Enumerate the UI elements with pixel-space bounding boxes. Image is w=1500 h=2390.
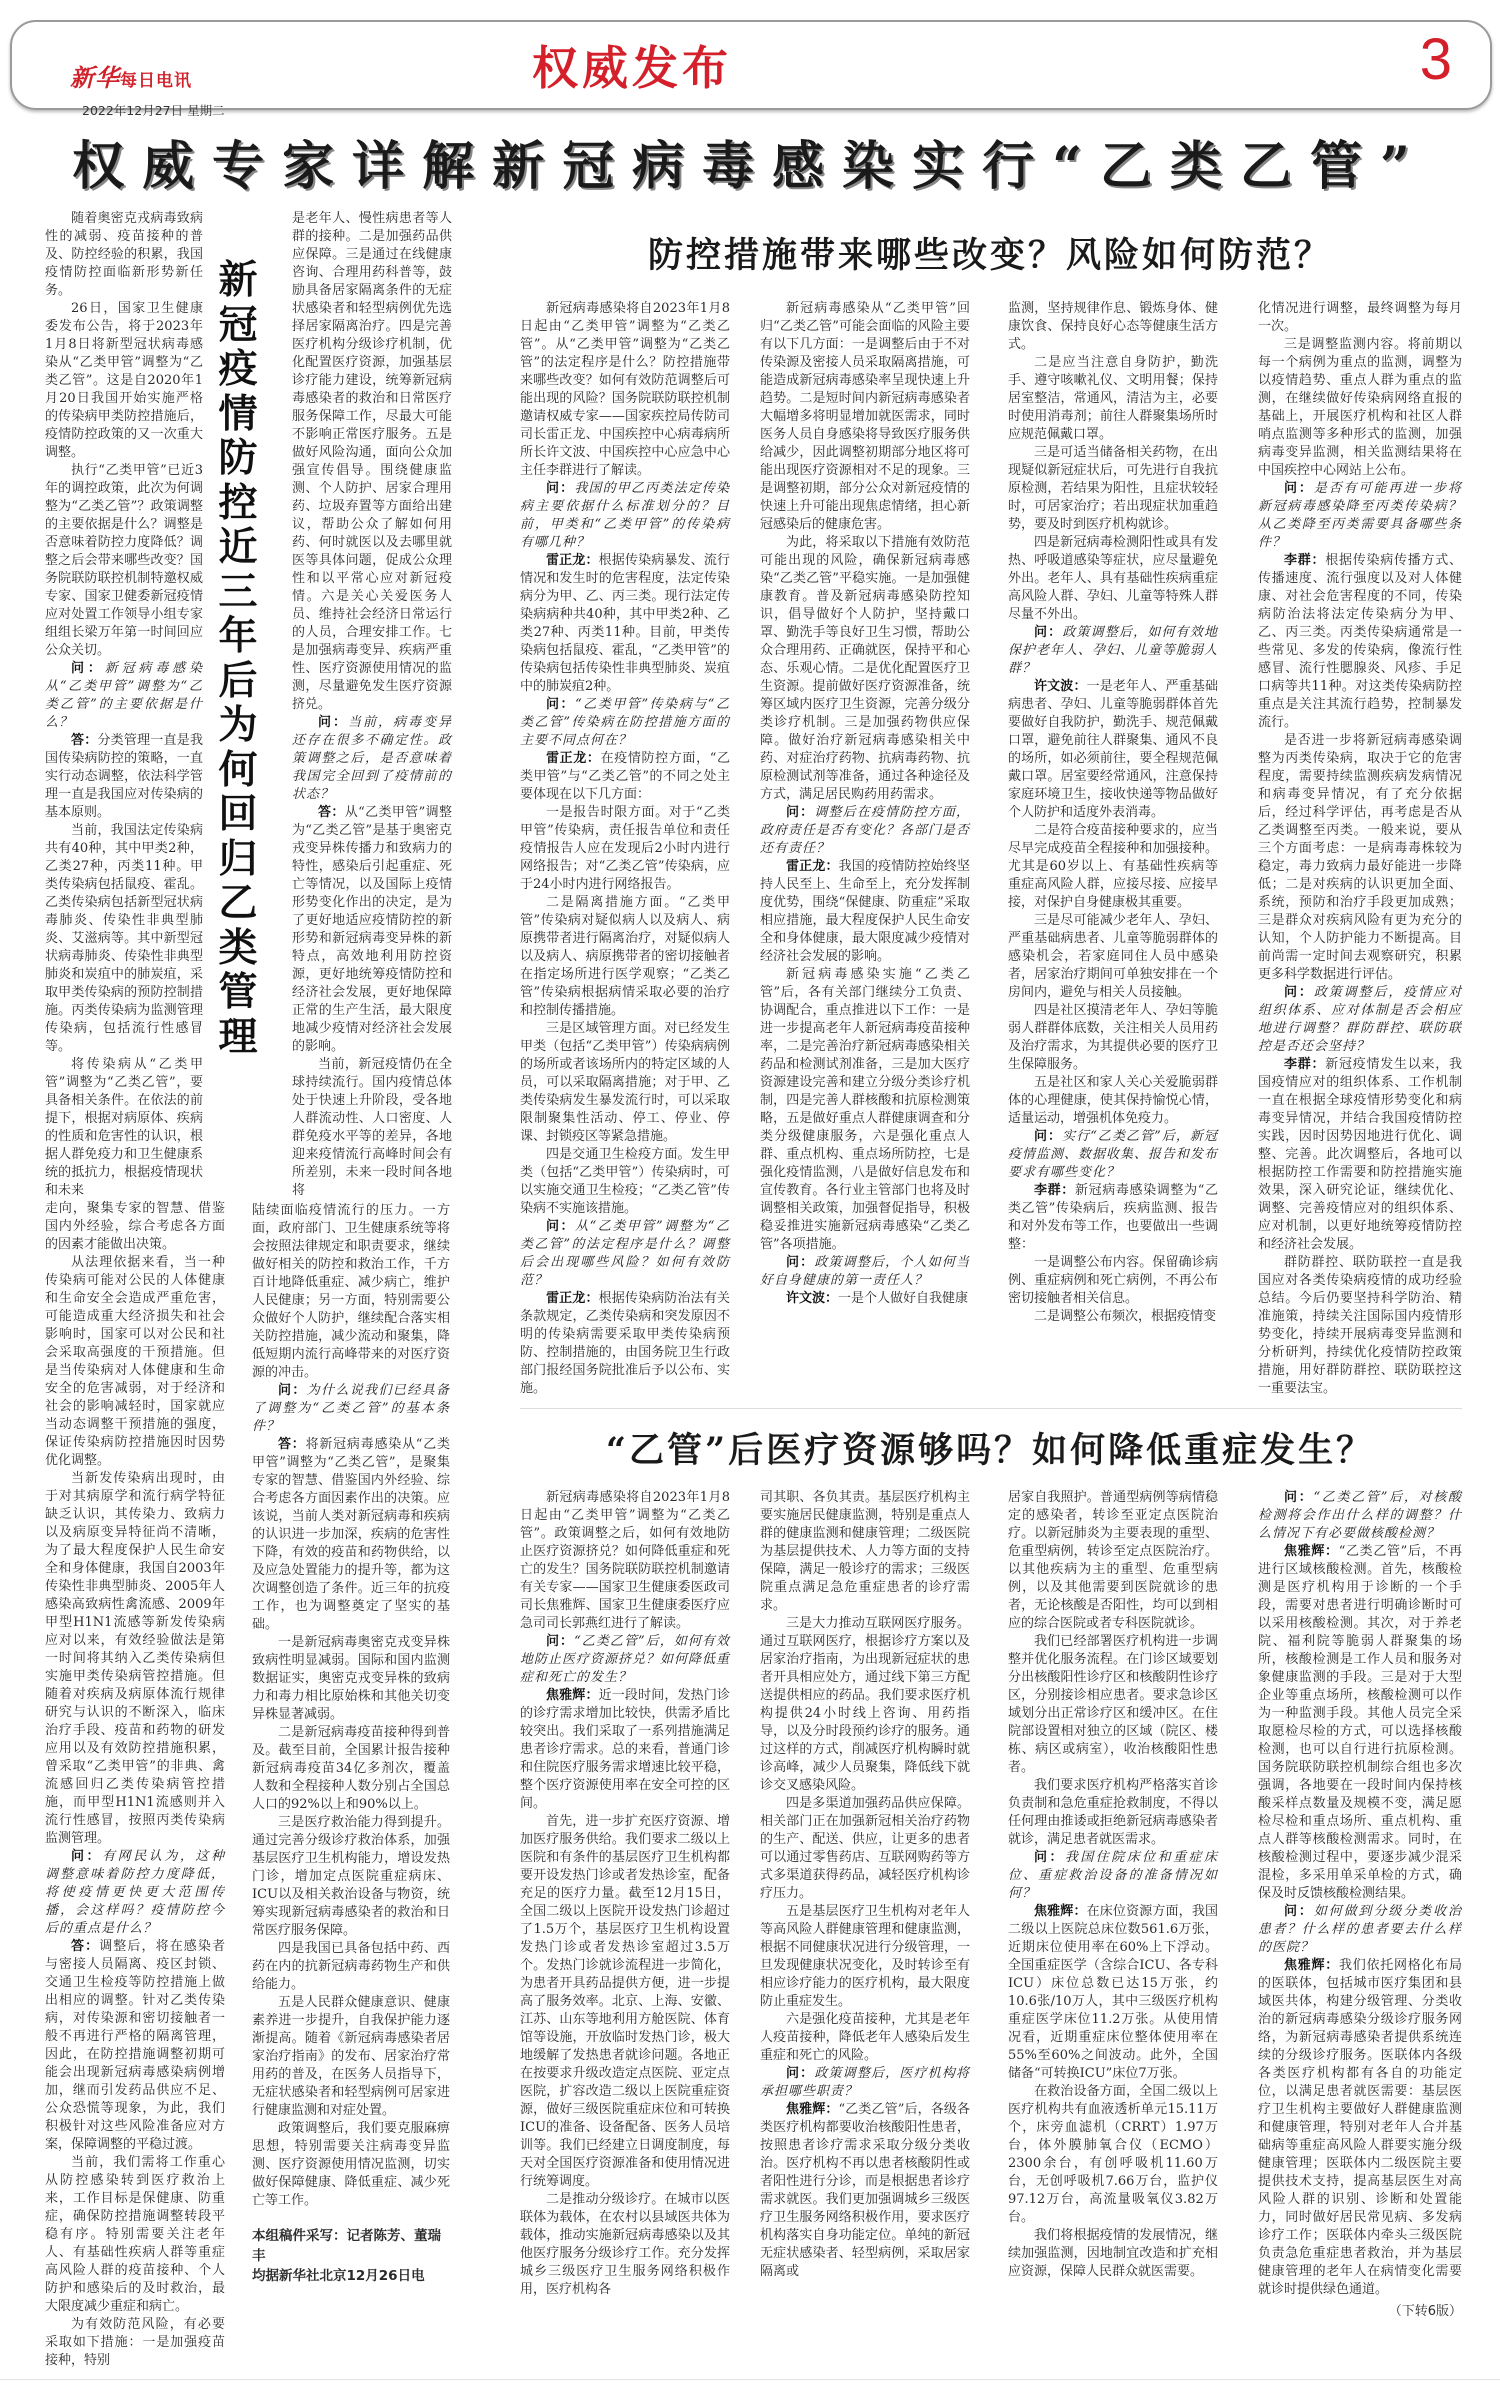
paragraph-text: 四是新冠病毒检测阳性或具有发热、呼吸道感染等症状，应尽量避免外出。老年人、具有基础性疾病重症高风险人群、孕妇、儿童等特殊人群尽量不外出。 xyxy=(1008,535,1218,622)
speaker-label: 雷正龙： xyxy=(546,553,599,568)
body-paragraph xyxy=(760,966,970,1254)
paragraph-text: 有网民认为，这种调整意味着防控力度降低，将使疫情更快更大范围传播，会这样吗？疫情防控今后的重点是什么？ xyxy=(45,1849,225,1936)
body-paragraph xyxy=(1008,444,1218,534)
paragraph-text: 一是报告时限方面。对于“乙类甲管”传染病，责任报告单位和责任疫情报告人应在发现后2小时内进行网络报告；对“乙类乙管”传染病，应于24小时内进行网络报告。 xyxy=(520,805,730,892)
body-paragraph xyxy=(520,1489,730,1633)
paragraph-text: 三是大力推动互联网医疗服务。通过互联网医疗，根据诊疗方案以及居家治疗指南，为出现新冠症状的患者开具相应处方，通过线下第三方配送提供相应的药品。我们要求医疗机构提供24小时线上咨询、用药指导，以及分时段预约诊疗的服务。通过这样的方式，削减医疗机构瞬时就诊高峰，减少人员聚集，降低线下就诊交叉感染风险。 xyxy=(760,1616,970,1793)
paragraph-text: 群防群控、联防联控一直是我国应对各类传染病疫情的成功经验总结。今后仍要坚持科学防治、精准施策，持续关注国际国内疫情形势变化，持续开展病毒变异监测和分析研判，持续优化疫情防控政策措施，用好群防群控、联防联控这一重要法宝。 xyxy=(1258,1255,1462,1396)
article3-column-4-wrap xyxy=(1258,1489,1462,2321)
paragraph-text: 我们已经部署医疗机构进一步调整并优化服务流程。在门诊区域要划分出核酸阳性诊疗区和核酸阴性诊疗区，分别接诊相应患者。要求急诊区域划分出正常诊疗区和缓冲区。在住院部设置相对独立的区域（院区、楼栋、病区或病室），收治核酸阳性患者。 xyxy=(1008,1634,1218,1775)
speaker-label: 李群： xyxy=(1284,553,1326,568)
speaker-label: 答： xyxy=(71,733,98,748)
page-number: 3 xyxy=(1419,27,1452,92)
paragraph-text: 26日，国家卫生健康委发布公告，将于2023年1月8日将新型冠状病毒感染从“乙类甲管”调整为“乙类乙管”。这是自2020年1月20日我国开始实施严格的传染病甲类防控措施后，疫情防控政策的又一次重大调整。 xyxy=(45,301,203,460)
paragraph-text: 司其职、各负其责。基层医疗机构主要实施居民健康监测，特别是重点人群的健康监测和健康管理；二级医院为基层提供技术、人力等方面的支持保障，满足一般诊疗的需求；三级医院重点满足急危重症患者的诊疗需求。 xyxy=(760,1490,970,1613)
body-paragraph xyxy=(760,1795,970,1903)
paragraph-text: 我们依托网格化布局的医联体，包括城市医疗集团和县域医共体，构建分级管理、分类收治的新冠病毒感染分级诊疗服务网络，为新冠病毒感染者提供系统连续的分级诊疗服务。医联体内各级各类医疗机构都有各自的功能定位，以满足患者就医需要：基层医疗卫生机构主要做好人群健康监测和健康管理，特别对老年人合并基础病等重症高风险人群要实施分级健康管理；医联体内二级医院主要提供技术支持，提高基层医生对高风险人群的识别、诊断和处置能力，同时做好居民常见病、多发病诊疗工作；医联体内牵头三级医院负责急危重症患者救治，并为基层健康管理的老年人在病情变化需要就诊时提供绿色通道。 xyxy=(1258,1958,1462,2297)
paragraph-text: 政策调整后，个人如何当好自身健康的第一责任人？ xyxy=(760,1255,970,1288)
question-label: 问： xyxy=(278,1383,307,1398)
body-paragraph xyxy=(45,462,203,660)
body-paragraph xyxy=(292,210,452,714)
question-paragraph xyxy=(520,696,730,750)
paragraph-text: 是否有可能再进一步将新冠病毒感染降至丙类传染病？从乙类降至丙类需要具备哪些条件？ xyxy=(1258,481,1462,550)
paragraph-text: 二是符合疫苗接种要求的，应当尽早完成疫苗全程接种和加强接种。尤其是60岁以上、有基础性疾病等重症高风险人群，应接尽接、应接早接，对保护自身健康极其重要。 xyxy=(1008,823,1218,910)
question-label: 问： xyxy=(1284,481,1314,496)
paragraph-text: 政策调整后，疫情应对组织体系、应对体制是否会相应地进行调整？群防群控、联防联控是否还会坚持？ xyxy=(1258,985,1462,1054)
paragraph-text: 政策调整后，医疗机构将承担哪些职责？ xyxy=(760,2066,970,2099)
article3-column-2 xyxy=(760,1489,970,2281)
paragraph-text: 新冠病毒感染将自2023年1月8日起由“乙类甲管”调整为“乙类乙管”。从“乙类甲管”调整为“乙类乙管”的法定程序是什么？防控措施带来哪些改变？如何有效防范调整后可能出现的风险？国务院联防联控机制邀请权威专家——国家疾控局传防司司长雷正龙、中国疾控中心病毒病所所长许文波、中国疾控中心应急中心主任李群进行了解读。 xyxy=(520,301,730,478)
question-label: 问： xyxy=(1034,1850,1065,1865)
question-paragraph xyxy=(760,1254,970,1290)
answer-paragraph xyxy=(1008,1182,1218,1254)
question-paragraph xyxy=(1258,480,1462,552)
body-paragraph xyxy=(520,1020,730,1146)
paragraph-text: 根据传染病防治法有关条款规定，乙类传染病和突发原因不明的传染病需要采取甲类传染病预防、控制措施的，由国务院卫生行政部门报经国务院批准后予以公布、实施。 xyxy=(520,1291,730,1396)
paragraph-text: 走向，聚集专家的智慧、借鉴国内外经验，综合考虑各方面的因素才能做出决策。 xyxy=(45,1201,225,1252)
speaker-label: 焦雅辉： xyxy=(1284,1544,1339,1559)
answer-paragraph xyxy=(1258,1957,1462,2299)
paragraph-text: 为有效防范风险，有必要采取如下措施：一是加强疫苗接种，特别 xyxy=(45,2317,225,2368)
paragraph-text: 居家自我照护。普通型病例等病情稳定的感染者，转诊至亚定点医院治疗。以新冠肺炎为主要表现的重型、危重型病例，转诊至定点医院治疗。以其他疾病为主的重型、危重型病例，以及其他需要到医院就诊的患者，无论核酸是否阳性，均可以到相应的综合医院或者专科医院就诊。 xyxy=(1008,1490,1218,1631)
body-paragraph xyxy=(1008,1308,1218,1326)
answer-paragraph xyxy=(520,1687,730,1813)
speaker-label: 焦雅辉： xyxy=(546,1688,599,1703)
paragraph-text: 三是可适当储备相关药物，在出现疑似新冠症状后，可先进行自我抗原检测，若结果为阳性，且症状较轻时，可居家治疗；若出现症状加重趋势，要及时到医疗机构就诊。 xyxy=(1008,445,1218,532)
body-paragraph xyxy=(252,2120,450,2210)
paragraph-text: 根据传染病传播方式、传播速度、流行强度以及对人体健康、对社会危害程度的不同，传染病防治法将法定传染病分为甲、乙、丙三类。丙类传染病通常是一些常见、多发的传染病，像流行性感冒、流行性腮腺炎、风疹、手足口病等共11种。对这类传染病防控重点是关注其流行趋势，控制暴发流行。 xyxy=(1258,553,1462,730)
paragraph-text: 为此，将采取以下措施有效防范可能出现的风险，确保新冠病毒感染“乙类乙管”平稳实施。一是加强健康教育。普及新冠病毒感染防控知识，倡导做好个人防护，坚持戴口罩、勤洗手等良好卫生习惯，帮助公众合理用药、正确就医，保持平和心态、乐观心情。二是优化配置医疗卫生资源。提前做好医疗资源准备，统筹区域内医疗卫生资源，完善分级分类诊疗机制。三是加强药物供应保障。做好治疗新冠病毒感染相关中药、对症治疗药物、抗病毒药物、抗原检测试剂等准备，通过各种途径及方式，满足居民购药用药需求。 xyxy=(760,535,970,802)
body-paragraph xyxy=(1008,1777,1218,1849)
question-label: 问： xyxy=(1034,625,1063,640)
body-paragraph xyxy=(760,1615,970,1795)
credit-line-1: 本组稿件采写：记者陈芳、董瑞丰 xyxy=(252,2228,441,2264)
paragraph-text: 二是调整公布频次，根据疫情变 xyxy=(1034,1309,1217,1324)
answer-paragraph xyxy=(292,804,452,1056)
paragraph-text: 实行“乙类乙管”后，新冠疫情监测、数据收集、报告和发布要求有哪些变化？ xyxy=(1008,1129,1219,1180)
paragraph-text: 为什么说我们已经具备了调整为“乙类乙管”的基本条件？ xyxy=(252,1383,450,1434)
answer-paragraph xyxy=(760,2101,970,2281)
question-paragraph xyxy=(760,2065,970,2101)
paragraph-text: 政策调整后，我们要克服麻痹思想，特别需要关注病毒变异监测、医疗资源使用情况监测，切实做好保障健康、降低重症、减少死亡等工作。 xyxy=(252,2121,450,2208)
body-paragraph xyxy=(45,822,203,1056)
body-paragraph xyxy=(1258,732,1462,984)
answer-paragraph xyxy=(252,1436,450,1634)
paragraph-text: 四是多渠道加强药品供应保障。相关部门正在加强新冠相关治疗药物的生产、配送、供应，让更多的患者可以通过零售药店、互联网购药等方式多渠道获得药品，减轻医疗机构诊疗压力。 xyxy=(760,1796,970,1901)
article3-headline: “乙管”后医疗资源够吗？如何降低重症发生？ xyxy=(605,1430,1375,1471)
paragraph-text: 是老年人、慢性病患者等人群的接种。二是加强药品供应保障。三是通过在线健康咨询、合理用药科普等，鼓励具备居家隔离条件的无症状感染者和轻型病例优先选择居家隔离治疗。四是完善医疗机构分级诊疗机制，优化配置医疗资源，加强基层诊疗能力建设，统筹新冠病毒感染者的救治和日常医疗服务保障工作，尽最大可能不影响正常医疗服务。五是做好风险沟通，面向公众加强宣传倡导。围绕健康监测、个人防护、居家合理用药、垃圾弃置等方面给出建议，帮助公众了解如何用药、何时就医以及去哪里就医等具体问题，促成公众理性和以平常心应对新冠疫情。六是关心关爱医务人员、维持社会经济日常运行的人员，合理安排工作。七是加强病毒变异、疾病严重性、医疗资源使用情况的监测，尽量避免发生医疗资源挤兑。 xyxy=(292,211,452,712)
question-label: 问： xyxy=(71,1849,103,1864)
article2-column-1 xyxy=(520,300,730,1398)
article1-column-1b xyxy=(45,1200,225,2370)
continued-on-page[interactable]: （下转6版） xyxy=(1388,2304,1462,2319)
body-paragraph xyxy=(760,534,970,804)
body-paragraph xyxy=(292,1056,452,1200)
paragraph-text: “乙类甲管”传染病与“乙类乙管”传染病在防控措施方面的主要不同点何在？ xyxy=(520,697,730,748)
paragraph-text: 四是交通卫生检疫方面。发生甲类（包括“乙类甲管”）传染病时，可以实施交通卫生检疫；“乙类乙管”传染病不实施该措施。 xyxy=(520,1147,730,1216)
question-label: 问： xyxy=(318,715,348,730)
question-paragraph xyxy=(1008,1128,1218,1182)
paragraph-text: 五是人民群众健康意识、健康素养进一步提升，自我保护能力逐渐提高。随着《新冠病毒感染者居家治疗指南》的发布、居家治疗常用药的普及，在医务人员指导下，无症状感染者和轻型病例可居家进行健康监测和对症处置。 xyxy=(252,1995,450,2118)
answer-paragraph xyxy=(1258,552,1462,732)
paragraph-text: 将传染病从“乙类甲管”调整为“乙类乙管”，要具备相关条件。在依法的前提下，根据对病原体、疾病的性质和危害性的认识，根据人群免疫力和卫生健康系统的抵抗力，根据疫情现状和未来 xyxy=(45,1057,203,1198)
question-label: 问： xyxy=(786,2066,815,2081)
answer-paragraph xyxy=(760,858,970,966)
paragraph-text: 调整后，将在感染者与密接人员隔离、疫区封锁、交通卫生检疫等防控措施上做出相应的调整。针对乙类传染病，对传染源和密切接触者一般不再进行严格的隔离管理，因此，在防控措施调整初期可能会出现新冠病毒感染病例增加，继而引发药品供应不足、公众恐慌等现象，为此，我们积极针对这些风险准备应对方案，保障调整的平稳过渡。 xyxy=(45,1939,225,2152)
question-label: 问： xyxy=(71,661,105,676)
paragraph-text: 调整后在疫情防控方面，政府责任是否有变化？各部门是否还有责任？ xyxy=(760,805,971,856)
paragraph-text: 二是推动分级诊疗。在城市以医联体为载体，在农村以县域医共体为载体，推动实施新冠病毒感染以及其他医疗服务分级诊疗工作。充分发挥城乡三级医疗卫生服务网络积极作用，医疗机构各 xyxy=(520,2192,730,2297)
paragraph-text: 我国住院床位和重症床位、重症救治设备的准备情况如何？ xyxy=(1008,1850,1218,1901)
answer-paragraph xyxy=(1258,1056,1462,1254)
speaker-label: 答： xyxy=(71,1939,100,1954)
question-paragraph xyxy=(1008,1849,1218,1903)
speaker-label: 焦雅辉： xyxy=(1284,1958,1339,1973)
paragraph-text: 当前，病毒变异还存在很多不确定性。政策调整之后，是否意味着我国完全回到了疫情前的状态？ xyxy=(292,715,452,802)
body-paragraph xyxy=(520,1146,730,1218)
article1-column-1a xyxy=(45,210,203,1200)
paragraph-text: 我们要求医疗机构严格落实首诊负责制和急危重症抢救制度，不得以任何理由推诿或拒绝新冠病毒感染者就诊，满足患者就医需求。 xyxy=(1008,1778,1218,1847)
body-paragraph xyxy=(45,1200,225,1254)
answer-paragraph xyxy=(1258,1543,1462,1903)
paragraph-text: 三是尽可能减少老年人、孕妇、严重基础病患者、儿童等脆弱群体的感染机会，若家庭同住人员中感染者，居家治疗期间可单独安排在一个房间内，避免与相关人员接触。 xyxy=(1008,913,1218,1000)
body-paragraph xyxy=(520,2191,730,2299)
body-paragraph xyxy=(45,2154,225,2316)
byline-credit xyxy=(252,2226,452,2286)
speaker-label: 焦雅辉： xyxy=(786,2102,839,2117)
article2-columns xyxy=(520,300,1462,1398)
paragraph-text: 二是隔离措施方面。“乙类甲管”传染病对疑似病人以及病人、病原携带者进行隔离治疗，对疑似病人以及病人、病原携带者的密切接触者在指定场所进行医学观察；“乙类乙管”传染病根据病情采取必要的治疗和控制传播措施。 xyxy=(520,895,730,1018)
speaker-label: 答： xyxy=(278,1437,306,1452)
paragraph-text: 一是个人做好自我健康 xyxy=(838,1291,969,1306)
body-paragraph xyxy=(1008,1254,1218,1308)
paragraph-text: 五是社区和家人关心关爱脆弱群体的心理健康，使其保持愉悦心情，适量运动，增强机体免疫力。 xyxy=(1008,1075,1218,1126)
article1-stack-2 xyxy=(252,210,452,2286)
question-label: 问： xyxy=(546,697,576,712)
question-paragraph xyxy=(1258,1903,1462,1957)
body-paragraph xyxy=(252,1634,450,1724)
body-paragraph xyxy=(252,1724,450,1814)
paragraph-text: 首先，进一步扩充医疗资源、增加医疗服务供给。我们要求二级以上医院和有条件的基层医疗卫生机构都要开设发热门诊或者发热诊室，配备充足的医疗力量。截至12月15日，全国二级以上医院开设发热门诊超过了1.5万个，基层医疗卫生机构设置发热门诊或者发热诊室超过3.5万个。发热门诊就诊流程进一步简化，为患者开具药品提供方便，进一步提高了服务效率。北京、上海、安徽、江苏、山东等地利用方舱医院、体育馆等设施，开放临时发热门诊，极大地缓解了发热患者就诊问题。各地正在按要求升级改造定点医院、亚定点医院，扩容改造二级以上医院重症资源，做好三级医院重症床位和可转换ICU的准备、设备配备、医务人员培训等。我们已经建立日调度制度，每天对全国医疗资源准备和使用情况进行统筹调度。 xyxy=(520,1814,730,2189)
body-paragraph xyxy=(45,1470,225,1848)
body-paragraph xyxy=(45,210,203,300)
body-paragraph xyxy=(520,1813,730,2191)
question-paragraph xyxy=(1258,984,1462,1056)
paragraph-text: 在床位资源方面，我国二级以上医院总床位数561.6万张，近期床位使用率在60%上下浮动。全国重症医学（含综合ICU、各专科ICU）床位总数已达15万张，约10.6张/10万人，其中三级医疗机构重症医学床位11.2万张。从使用情况看，近期重症床位整体使用率在55%至60%之间波动。此外，全国储备“可转换ICU”床位7万张。 xyxy=(1008,1904,1218,2081)
body-paragraph xyxy=(1008,1489,1218,1633)
question-paragraph xyxy=(760,804,970,858)
question-paragraph xyxy=(520,1633,730,1687)
answer-paragraph xyxy=(1008,1903,1218,2083)
article3-column-4 xyxy=(1258,1489,1462,2299)
answer-paragraph xyxy=(45,732,203,822)
body-paragraph xyxy=(1008,300,1218,354)
paragraph-text: 一是老年人、严重基础病患者、孕妇、儿童等脆弱群体首先要做好自我防护，勤洗手、规范佩戴口罩，避免前往人群聚集、通风不良的场所，如必须前往，要全程规范佩戴口罩。居室要经常通风，注意保持家庭环境卫生，接收快递等物品做好个人防护和适度外表消毒。 xyxy=(1008,679,1218,820)
question-label: 问： xyxy=(1284,1490,1314,1505)
paragraph-text: 分类管理一直是我国传染病防控的策略，一直实行动态调整，依法科学管理一直是我国应对传染病的基本原则。 xyxy=(45,733,203,820)
paragraph-text: 三是区域管理方面。对已经发生甲类（包括“乙类甲管”）传染病病例的场所或者该场所内的特定区域的人员，可以采取隔离措施；对于甲、乙类传染病发生暴发流行时，可以采取限制聚集性活动、停工、停业、停课、封锁疫区等紧急措施。 xyxy=(520,1021,730,1144)
answer-paragraph xyxy=(760,1290,970,1308)
article2-column-4 xyxy=(1258,300,1462,1398)
paragraph-text: 三是医疗救治能力得到提升。通过完善分级诊疗救治体系，加强基层医疗卫生机构能力，增设发热门诊，增加定点医院重症病床、ICU以及相关救治设备与物资，统筹实现新冠病毒感染者的救治和日常医疗服务保障。 xyxy=(252,1815,450,1938)
logo-sub: 每日电讯 xyxy=(120,71,192,91)
paragraph-text: 从“乙类甲管”调整为“乙类乙管”是基于奥密克戎变异株传播力和致病力的特性，感染后引起重症、死亡等情况，以及国际上疫情形势变化作出的决定，是为了更好地适应疫情防控的新形势和新冠病毒变异株的新特点，高效地利用防控资源，更好地统筹疫情防控和经济社会发展，更好地保障正常的生产生活，最大限度地减少疫情对经济社会发展的影响。 xyxy=(292,805,452,1054)
paragraph-text: 根据传染病暴发、流行情况和发生时的危害程度，法定传染病分为甲、乙、丙三类。现行法定传染病病种共40种，其中甲类2种、乙类27种、丙类11种。目前，甲类传染病包括鼠疫、霍乱，“乙类甲管”的传染病包括传染性非典型肺炎、炭疽中的肺炭疽2种。 xyxy=(520,553,730,694)
paragraph-text: 三是调整监测内容。将前期以每一个病例为重点的监测，调整为以疫情趋势、重点人群为重点的监测，在继续做好传染病网络直报的基础上，开展医疗机构和社区人群哨点监测等多种形式的监测，加强病毒变异监测，相关监测结果将在中国疾控中心网站上公布。 xyxy=(1258,337,1462,478)
speaker-label: 雷正龙： xyxy=(786,859,839,874)
body-paragraph xyxy=(760,1903,970,2011)
section-name: 权威发布 xyxy=(532,41,732,95)
paragraph-text: 六是强化疫苗接种，尤其是老年人疫苗接种，降低老年人感染后发生重症和死亡的风险。 xyxy=(760,2012,970,2063)
paragraph-text: 从法理依据来看，当一种传染病可能对公民的人体健康和生命安全会造成严重危害，可能造成重大经济损失和社会影响时，国家可以对公民和社会采取高强度的干预措施。但是当传染病对人体健康和生命安全的危害减弱，对于经济和社会的影响减轻时，国家就应当动态调整干预措施的强度，保证传染病防控措施因时因势优化调整。 xyxy=(45,1255,225,1468)
speaker-label: 李群： xyxy=(1034,1183,1075,1198)
body-paragraph xyxy=(760,2011,970,2065)
paragraph-text: 化情况进行调整，最终调整为每月一次。 xyxy=(1258,301,1462,334)
speaker-label: 许文波： xyxy=(786,1291,839,1306)
paragraph-text: 在疫情防控方面，“乙类甲管”与“乙类乙管”的不同之处主要体现在以下几方面： xyxy=(520,751,730,802)
body-paragraph xyxy=(45,1254,225,1470)
paragraph-text: 在救治设备方面，全国二级以上医疗机构共有血液透析单元15.11万个，床旁血滤机（CRRT）1.97万台，体外膜肺氧合仪（ECMO）2300余台，有创呼吸机11.60万台，无创呼吸机7.66万台，监护仪97.12万台，高流量吸氧仪3.82万台。 xyxy=(1008,2084,1218,2225)
paragraph-text: 我国的甲乙丙类法定传染病主要依据什么标准划分的？目前，甲类和“乙类甲管”的传染病有哪几种？ xyxy=(520,481,730,550)
body-paragraph xyxy=(1008,1002,1218,1074)
question-label: 问： xyxy=(546,1219,576,1234)
article3-columns xyxy=(520,1489,1462,2321)
page-bottom-rule xyxy=(0,2379,1500,2380)
body-paragraph xyxy=(1258,300,1462,336)
body-paragraph xyxy=(252,1202,450,1382)
article1-stack-1 xyxy=(45,210,225,2370)
paragraph-text: 我们将根据疫情的发展情况，继续加强监测，因地制宜改造和扩充相应资源，保障人民群众就医需要。 xyxy=(1008,2228,1218,2279)
body-paragraph xyxy=(45,1056,203,1200)
paragraph-text: 新冠病毒感染调整为“乙类乙管”传染病后，疾病监测、报告和对外发布等工作，也要做出一些调整： xyxy=(1008,1183,1218,1252)
answer-paragraph xyxy=(520,1290,730,1398)
body-paragraph xyxy=(45,300,203,462)
credit-line-2: 均据新华社北京12月26日电 xyxy=(252,2268,425,2284)
paragraph-text: 新冠病毒感染从“乙类甲管”回归“乙类乙管”可能会面临的风险主要有以下几方面：一是调整后由于不对传染源及密接人员采取隔离措施，可能造成新冠病毒感染率呈现快速上升趋势。二是短时间内新冠病毒感染者大幅增多将明显增加就医需求，同时医务人员自身感染将导致医疗服务供给减少，因此调整初期部分地区将可能出现医疗资源相对不足的现象。三是调整初期，部分公众对新冠疫情的快速上升可能出现焦虑情绪，担心新冠感染后的健康危害。 xyxy=(760,301,970,532)
masthead xyxy=(10,20,1492,118)
paragraph-text: “乙类乙管”后，不再进行区域核酸检测。首先，核酸检测是医疗机构用于诊断的一个手段，需要对患者进行明确诊断时可以采用核酸检测。其次，对于养老院、福利院等脆弱人群聚集的场所，核酸检测是工作人员和服务对象健康监测的手段。三是对于大型企业等重点场所，核酸检测可以作为一种监测手段。其他人员完全采取愿检尽检的方式，可以选择核酸检测，也可以自行进行抗原检测。国务院联防联控机制综合组也多次强调，各地要在一段时间内保持核酸采样点数量及规模不变，满足愿检尽检和重点场所、重点机构、重点人群等核酸检测需求。同时，在核酸检测过程中，要逐步减少混采混检，多采用单采单检的方式，确保及时反馈核酸检测结果。 xyxy=(1258,1544,1462,1901)
body-paragraph xyxy=(1008,822,1218,912)
paragraph-text: 当新发传染病出现时，由于对其病原学和流行病学特征缺乏认识，其传染力、致病力以及病原变异特征尚不清晰，为了最大程度保护人民生命安全和身体健康，我国自2003年传染性非典型肺炎、2005年人感染高致病性禽流感、2009年甲型H1N1流感等新发传染病应对以来，有效经验做法是第一时间将其纳入乙类传染病但实施甲类传染病管控措施。但随着对疾病及病原体流行规律研究与认识的不断深入，临床治疗手段、疫苗和药物的研发应用以及有效防控措施积累，曾采取“乙类甲管”的非典、禽流感回归乙类传染病管控措施，而甲型H1N1流感则并入流行性感冒，按照丙类传染病监测管理。 xyxy=(45,1471,225,1846)
body-paragraph xyxy=(520,894,730,1020)
paragraph-text: 当前，新冠疫情仍在全球持续流行。国内疫情总体处于快速上升阶段，受各地人群流动性、人口密度、人群免疫水平等的差异，各地迎来疫情流行高峰时间会有所差别，未来一段时间各地将 xyxy=(292,1057,452,1198)
paragraph-text: 一是新冠病毒奥密克戎变异株致病性明显减弱。国际和国内监测数据证实，奥密克戎变异株的致病力和毒力相比原始株和其他关切变异株显著减弱。 xyxy=(252,1635,450,1722)
question-paragraph xyxy=(1008,624,1218,678)
body-paragraph xyxy=(520,804,730,894)
article3-column-3 xyxy=(1008,1489,1218,2281)
body-paragraph xyxy=(252,1814,450,1940)
paragraph-text: “乙类乙管”后，对核酸检测将会作出什么样的调整？什么情况下有必要做核酸检测？ xyxy=(1258,1490,1462,1541)
paragraph-text: “乙类乙管”后，如何有效地防止医疗资源挤兑？如何降低重症和死亡的发生？ xyxy=(520,1634,731,1685)
body-paragraph xyxy=(1008,1633,1218,1777)
answer-paragraph xyxy=(1008,678,1218,822)
paragraph-text: 陆续面临疫情流行的压力。一方面，政府部门、卫生健康系统等将会按照法律规定和职责要求，继续做好相关的防控和救治工作，千方百计地降低重症、减少病亡，维护人民健康；另一方面，特别需要公众做好个人防护，继续配合落实相关防控措施，减少流动和聚集，降低短期内流行高峰带来的对医疗资源的冲击。 xyxy=(252,1203,450,1380)
question-label: 问： xyxy=(1284,985,1314,1000)
question-label: 问： xyxy=(1284,1904,1314,1919)
body-paragraph xyxy=(1008,1074,1218,1128)
answer-paragraph xyxy=(520,552,730,696)
paragraph-text: 从“乙类甲管”调整为“乙类乙管”的法定程序是什么？调整后会出现哪些风险？如何有效防范？ xyxy=(520,1219,730,1288)
question-paragraph xyxy=(252,1382,450,1436)
question-paragraph xyxy=(45,1848,225,1938)
paragraph-text: 二是应当注意自身防护，勤洗手、遵守咳嗽礼仪、文明用餐；保持居室整洁，常通风，清洁为主，必要时使用消毒剂；前往人群聚集场所时应规范佩戴口罩。 xyxy=(1008,355,1218,442)
body-paragraph xyxy=(1008,2227,1218,2281)
paragraph-text: 我国的疫情防控始终坚持人民至上、生命至上，充分发挥制度优势，围绕“保健康、防重症”采取相应措施，最大程度保护人民生命安全和身体健康，最大限度减少疫情对经济社会发展的影响。 xyxy=(760,859,970,964)
paragraph-text: “乙类乙管”后，各级各类医疗机构都要收治核酸阳性患者，按照患者诊疗需求采取分级分类收治。医疗机构不再以患者核酸阴性或者阳性进行分诊，而是根据患者诊疗需求就医。我们更加强调城乡三级医疗卫生服务网络积极作用，要求医疗机构落实自身功能定位。单纯的新冠无症状感染者、轻型病例，采取居家隔离或 xyxy=(760,2102,970,2279)
question-paragraph xyxy=(520,1218,730,1290)
paragraph-text: 二是新冠病毒疫苗接种得到普及。截至目前，全国累计报告接种新冠病毒疫苗34亿多剂次，覆盖人数和全程接种人数分别占全国总人口的92%以上和90%以上。 xyxy=(252,1725,450,1812)
body-paragraph xyxy=(252,1940,450,1994)
article2-column-3 xyxy=(1008,300,1218,1326)
article1-column-2a xyxy=(292,210,452,1200)
paragraph-text: 一是调整公布内容。保留确诊病例、重症病例和死亡病例，不再公布密切接触者相关信息。 xyxy=(1008,1255,1218,1306)
paragraph-text: 五是基层医疗卫生机构对老年人等高风险人群健康管理和健康监测，根据不同健康状况进行分级管理，一旦发现健康状况变化，及时转诊至有相应诊疗能力的医疗机构，最大限度防止重症发生。 xyxy=(760,1904,970,2009)
article2-column-2 xyxy=(760,300,970,1308)
question-label: 问： xyxy=(786,1255,815,1270)
right-stack xyxy=(520,232,1462,2321)
question-label: 问： xyxy=(1034,1129,1063,1144)
body-paragraph xyxy=(760,1489,970,1615)
body-paragraph xyxy=(252,1994,450,2120)
speaker-label: 答： xyxy=(318,805,345,820)
paragraph-text: 近一段时间，发热门诊的诊疗需求增加比较快，供需矛盾比较突出。我们采取了一系列措施满足患者诊疗需求。总的来看，普通门诊和住院医疗服务需求增速比较平稳，整个医疗资源使用率在安全可控的区间。 xyxy=(520,1688,730,1811)
paragraph-text: 四是我国已具备包括中药、西药在内的抗新冠病毒药物生产和供给能力。 xyxy=(252,1941,450,1992)
body-paragraph xyxy=(1258,336,1462,480)
section-divider xyxy=(520,1408,1462,1409)
body-paragraph xyxy=(45,2316,225,2370)
paragraph-text: 新冠疫情发生以来，我国疫情应对的组织体系、工作机制一直在根据全球疫情形势变化和病毒变异情况，并结合我国疫情防控实践，因时因势因地进行优化、调整、完善。此次调整后，各地可以根据防控工作需要和防控措施实施效果，深入研究论证，继续优化、调整、完善疫情应对的组织体系、应对机制，以更好地统筹疫情防控和经济社会发展。 xyxy=(1258,1057,1462,1252)
answer-paragraph xyxy=(520,750,730,804)
question-paragraph xyxy=(45,660,203,732)
speaker-label: 焦雅辉： xyxy=(1034,1904,1087,1919)
main-headline: 权威专家详解新冠病毒感染实行“乙类乙管” xyxy=(72,136,1428,197)
speaker-label: 雷正龙： xyxy=(546,1291,599,1306)
question-paragraph xyxy=(292,714,452,804)
newspaper-logo xyxy=(70,58,192,93)
body-paragraph xyxy=(1008,912,1218,1002)
article3-column-1 xyxy=(520,1489,730,2299)
body-paragraph xyxy=(1008,534,1218,624)
body-paragraph xyxy=(1008,354,1218,444)
question-paragraph xyxy=(1258,1489,1462,1543)
question-paragraph xyxy=(520,480,730,552)
body-paragraph xyxy=(1258,1254,1462,1398)
paragraph-text: 当前，我们需将工作重心从防控感染转到医疗救治上来，工作目标是保健康、防重症，确保防控措施调整转段平稳有序。特别需要关注老年人、有基础性疾病人群等重症高风险人群的疫苗接种、个人防护和感染后的及时救治，最大限度减少重症和病亡。 xyxy=(45,2155,225,2314)
body-paragraph xyxy=(520,300,730,480)
paragraph-text: 新冠病毒感染将自2023年1月8日起由“乙类甲管”调整为“乙类乙管”。政策调整之后，如何有效地防止医疗资源挤兑？如何降低重症和死亡的发生？国务院联防联控机制邀请有关专家——国家卫生健康委医政司司长焦雅辉、国家卫生健康委医疗应急司司长郭燕红进行了解读。 xyxy=(520,1490,730,1631)
speaker-label: 李群： xyxy=(1284,1057,1326,1072)
question-label: 问： xyxy=(546,481,575,496)
answer-paragraph xyxy=(45,1938,225,2154)
article2-headline: 防控措施带来哪些改变？风险如何防范？ xyxy=(647,235,1332,276)
question-label: 问： xyxy=(546,1634,575,1649)
paragraph-text: 将新冠病毒感染从“乙类甲管”调整为“乙类乙管”，是聚集专家的智慧、借鉴国内外经验、综合考虑各方面因素作出的决策。应该说，当前人类对新冠病毒和疾病的认识进一步加深，疾病的危害性下降，有效的疫苗和药物供给，以及应急处置能力的提升等，都为这次调整创造了条件。近三年的抗疫工作，也为调整奠定了坚实的基础。 xyxy=(252,1437,450,1632)
paragraph-text: 如何做到分级分类收治患者？什么样的患者要去什么样的医院？ xyxy=(1258,1904,1462,1955)
paragraph-text: 当前，我国法定传染病共有40种，其中甲类2种，乙类27种，丙类11种。甲类传染病包括鼠疫、霍乱。乙类传染病包括新型冠状病毒肺炎、传染性非典型肺炎、艾滋病等。其中新型冠状病毒肺炎、传染性非典型肺炎和炭疽中的肺炭疽，采取甲类传染病的预防控制措施。丙类传染病为监测管理传染病，包括流行性感冒等。 xyxy=(45,823,203,1054)
paragraph-text: 四是社区摸清老年人、孕妇等脆弱人群群体底数，关注相关人员用药及治疗需求，为其提供必要的医疗卫生保障服务。 xyxy=(1008,1003,1218,1072)
paragraph-text: 政策调整后，如何有效地保护老年人、孕妇、儿童等脆弱人群？ xyxy=(1008,625,1219,676)
speaker-label: 许文波： xyxy=(1034,679,1087,694)
paragraph-text: 新冠病毒感染实施“乙类乙管”后，各有关部门继续分工负责、协调配合，重点推进以下工作：一是进一步提高老年人新冠病毒疫苗接种率，二是完善治疗新冠病毒感染相关药品和检测试剂准备，三是加大医疗资源建设完善和建立分级分类诊疗机制，四是完善人群核酸和抗原检测策略，五是做好重点人群健康调查和分类分级健康服务，六是强化重点人群、重点机构、重点场所防控，七是强化疫情监测，八是做好信息发布和宣传教育。各行业主管部门也将及时调整相关政策，加强督促指导，积极稳妥推进实施新冠病毒感染“乙类乙管”各项措施。 xyxy=(760,967,970,1252)
paragraph-text: 监测，坚持规律作息、锻炼身体、健康饮食、保持良好心态等健康生活方式。 xyxy=(1008,301,1218,352)
paragraph-text: 执行“乙类甲管”已近3年的调控政策，此次为何调整为“乙类乙管”？政策调整的主要依据是什么？调整是否意味着防控力度降低？调整之后会带来哪些改变？国务院联防联控机制特邀权威专家、国家卫健委新冠疫情应对处置工作领导小组专家组组长梁万年第一时间回应公众关切。 xyxy=(45,463,203,658)
vertical-headline: 新冠疫情防控近三年后为何回归乙类管理 xyxy=(218,257,258,1060)
speaker-label: 雷正龙： xyxy=(546,751,601,766)
paragraph-text: 是否进一步将新冠病毒感染调整为丙类传染病，取决于它的危害程度，需要持续监测疾病发病情况和病毒变异情况，有了充分依据后，经过科学评估，再考虑是否从乙类调整至丙类。一般来说，要从三个方面考虑：一是病毒毒株较为稳定，毒力致病力最好能进一步降低；二是对疾病的认识更加全面、系统，预防和治疗手段更加成熟；三是群众对疾病风险有更为充分的认知，个人防护能力不断提高。目前尚需一定时间去观察研究，积累更多科学数据进行评估。 xyxy=(1258,733,1462,982)
issue-date: 2022年12月27日 星期二 xyxy=(82,103,225,118)
body-paragraph xyxy=(760,300,970,534)
question-label: 问： xyxy=(786,805,815,820)
paragraph-text: 随着奥密克戎病毒致病性的减弱、疫苗接种的普及、防控经验的积累，我国疫情防控面临新形势新任务。 xyxy=(45,211,203,298)
paragraph-text: 新冠病毒感染从“乙类甲管”调整为“乙类乙管”的主要依据是什么？ xyxy=(45,661,203,730)
article1-column-2b xyxy=(252,1200,450,2210)
logo-main: 新华 xyxy=(70,63,120,92)
body-paragraph xyxy=(1008,2083,1218,2227)
